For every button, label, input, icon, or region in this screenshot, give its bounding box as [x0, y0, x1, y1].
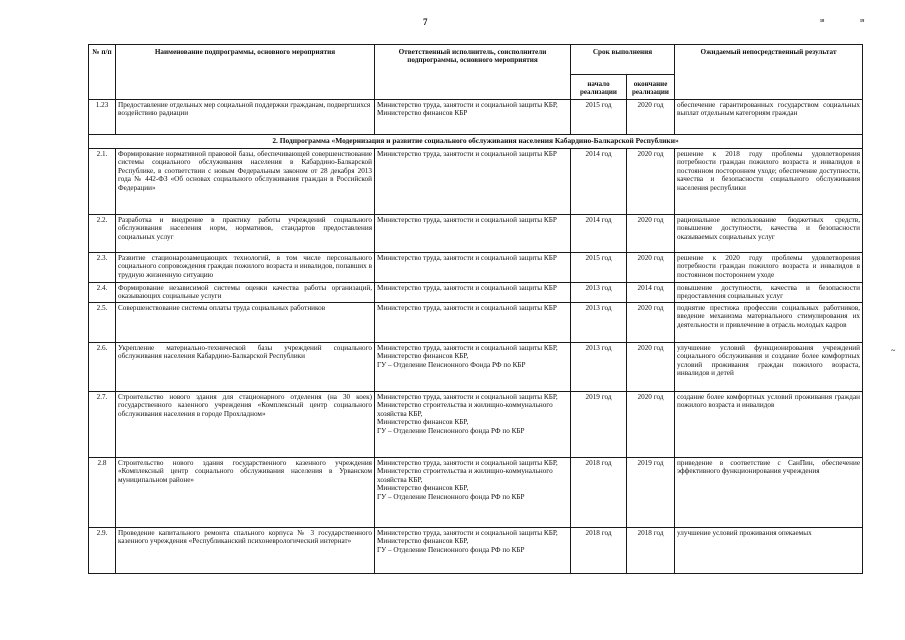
executor-line: Министерство финансов КБР [377, 109, 468, 118]
header-name: Наименование подпрограммы, основного мероприятия [116, 45, 375, 100]
row-executor [375, 528, 571, 574]
row-executor [375, 458, 571, 528]
row-end: 2020 год [627, 392, 675, 458]
row-end: 2020 год [627, 215, 675, 253]
row-end: 2019 год [627, 458, 675, 528]
row-executor [375, 283, 571, 303]
executor-line: Министерство труда, занятости и социальной защиты КБР, [377, 101, 558, 109]
row-result: приведение в соответствие с СанПин, обеспечение эффективного функционирования учреждения [675, 458, 863, 528]
row-num: 2.8 [89, 458, 116, 528]
row-end: 2020 год [627, 149, 675, 215]
row-executor [375, 215, 571, 253]
row-start: 2015 год [571, 100, 627, 135]
executor-line: ГУ – Отделение Пенсионного Фонда РФ по КБР [377, 360, 526, 369]
executor-line: Министерство труда, занятости и социальной защиты КБР [377, 254, 557, 262]
executor-line: Министерство финансов КБР, [377, 537, 469, 546]
table-row [89, 215, 863, 253]
table-row [89, 528, 863, 574]
table-row [89, 283, 863, 303]
executor-line: Министерство финансов КБР, [377, 352, 469, 361]
executor-line: Министерство труда, занятости и социальной защиты КБР, [377, 529, 558, 537]
row-result: улучшение условий функционирования учреждений социального обслуживания и создание более комфортных условий проживания граждан пожилого возраста, инвалидов и детей [675, 343, 863, 392]
row-result: рациональное использование бюджетных средств, повышение доступности, качества и безопасности оказываемых социальных услуг [675, 215, 863, 253]
executor-line: Министерство строительства и жилищно-коммунального хозяйства КБР, [377, 467, 553, 484]
program-table [88, 44, 863, 574]
row-name: Строительство нового здания для стационарного отделения (на 30 коек) государственного казенного учреждения «Комплексный центр социального обслуживания населения в городе Прохладном» [116, 392, 375, 458]
row-start: 2019 год [571, 392, 627, 458]
section-title: 2. Подпрограмма «Модернизация и развитие социального обслуживания населения Кабардино-Балкарской Республики» [89, 135, 863, 149]
row-end: 2014 год [627, 283, 675, 303]
row-executor [375, 343, 571, 392]
header-start: начало реализации [571, 75, 627, 100]
row-result: создание более комфортных условий проживания граждан пожилого возраста и инвалидов [675, 392, 863, 458]
row-executor [375, 253, 571, 283]
row-name: Проведение капитального ремонта спального корпуса № 3 государственного казенного учреждения «Республиканский психоневрологический интернат» [116, 528, 375, 574]
row-result: решение к 2018 году проблемы удовлетворения потребности граждан пожилого возраста и инвалидов в постоянном постороннем уходе; обеспечение доступности, качества и безопасности социального обслуживания населения республики [675, 149, 863, 215]
row-num: 2.9. [89, 528, 116, 574]
table-row [89, 303, 863, 343]
header-executor: Ответственный исполнитель, соисполнители подпрограммы, основного мероприятия [375, 45, 571, 100]
row-num: 2.3. [89, 253, 116, 283]
row-name: Строительство нового здания государственного казенного учреждения «Комплексный центр социального обслуживания населения в Урванском муниципальном районе» [116, 458, 375, 528]
row-start: 2014 год [571, 149, 627, 215]
executor-line: Министерство труда, занятости и социальной защиты КБР [377, 284, 557, 292]
page-number: 7 [423, 17, 428, 27]
row-end: 2020 год [627, 343, 675, 392]
row-name: Формирование нормативной правовой базы, обеспечивающей совершенствование системы социального обслуживания населения в Кабардино-Балкарской Республике, в соответствии с новым Федеральным законом от 28 декабря 2013 года № 442-ФЗ «Об основах социального обслуживания граждан в Российской Федерации» [116, 149, 375, 215]
executor-line: Министерство финансов КБР, [377, 418, 469, 427]
row-executor [375, 149, 571, 215]
row-start: 2014 год [571, 215, 627, 253]
row-start: 2013 год [571, 303, 627, 343]
table-body [89, 100, 863, 574]
margin-mark: ~ [891, 346, 896, 355]
row-end: 2020 год [627, 303, 675, 343]
row-name: Предоставление отдельных мер социальной поддержки гражданам, подвергшихся воздействию радиации [116, 100, 375, 135]
row-executor [375, 303, 571, 343]
row-name: Укрепление материально-технической базы учреждений социального обслуживания населения Кабардино-Балкарской Республики [116, 343, 375, 392]
executor-line: Министерство труда, занятости и социальной защиты КБР, [377, 459, 558, 467]
row-end: 2020 год [627, 100, 675, 135]
row-start: 2015 год [571, 253, 627, 283]
row-name: Разработка и внедрение в практику работы учреждений социального обслуживания населения норм, нормативов, стандартов предоставления социальных услуг [116, 215, 375, 253]
executor-line: Министерство финансов КБР, [377, 484, 469, 493]
table-row [89, 149, 863, 215]
section-row [89, 135, 863, 149]
corner-mark-left: ¹⁸ [820, 18, 825, 26]
table-row [89, 253, 863, 283]
table-row [89, 343, 863, 392]
row-name: Формирование независимой системы оценки качества работы организаций, оказывающих социальные услуги [116, 283, 375, 303]
header-end: окончание реализации [627, 75, 675, 100]
row-executor [375, 392, 571, 458]
executor-line: Министерство труда, занятости и социальной защиты КБР, [377, 393, 558, 401]
executor-line: Министерство труда, занятости и социальной защиты КБР [377, 304, 557, 312]
row-result: улучшение условий проживания опекаемых [675, 528, 863, 574]
executor-line: ГУ – Отделение Пенсионного фонда РФ по КБР [377, 426, 525, 435]
row-num: 2.1. [89, 149, 116, 215]
executor-line: Министерство строительства и жилищно-коммунального хозяйства КБР, [377, 401, 553, 418]
executor-line: Министерство труда, занятости и социальной защиты КБР [377, 216, 557, 224]
row-name: Развитие стационарозамещающих технологий, в том числе персонального социального сопровождения граждан пожилого возраста и инвалидов, попавших в трудную жизненную ситуацию [116, 253, 375, 283]
row-name: Совершенствование системы оплаты труда социальных работников [116, 303, 375, 343]
row-num: 2.4. [89, 283, 116, 303]
row-num: 2.6. [89, 343, 116, 392]
header-result: Ожидаемый непосредственный результат [675, 45, 863, 100]
executor-line: Министерство труда, занятости и социальной защиты КБР [377, 150, 557, 158]
corner-mark-right: ¹⁹ [860, 18, 865, 26]
executor-line: ГУ – Отделение Пенсионного фонда РФ по КБР [377, 545, 525, 554]
row-num: 2.7. [89, 392, 116, 458]
row-num: 2.2. [89, 215, 116, 253]
row-result: решение к 2020 году проблемы удовлетворения потребности граждан пожилого возраста и инвалидов в постоянном постороннем уходе [675, 253, 863, 283]
table-row [89, 100, 863, 135]
row-end: 2018 год [627, 528, 675, 574]
executor-line: Министерство труда, занятости и социальной защиты КБР, [377, 344, 558, 352]
row-start: 2018 год [571, 458, 627, 528]
row-executor [375, 100, 571, 135]
row-start: 2013 год [571, 283, 627, 303]
executor-line: ГУ – Отделение Пенсионного фонда РФ по КБР [377, 492, 525, 501]
row-start: 2018 год [571, 528, 627, 574]
header-period: Срок выполнения [571, 45, 675, 75]
table-row [89, 458, 863, 528]
row-end: 2020 год [627, 253, 675, 283]
row-num: 1.23 [89, 100, 116, 135]
row-result: поднятие престижа профессии социальных работников, введение механизма материального стимулирования их деятельности и привлечение в отрасль молодых кадров [675, 303, 863, 343]
row-start: 2013 год [571, 343, 627, 392]
row-result: обеспечение гарантированных государством социальных выплат отдельным категориям граждан [675, 100, 863, 135]
row-result: повышение доступности, качества и безопасности предоставления социальных услуг [675, 283, 863, 303]
header-num: № п/п [89, 45, 116, 100]
table-row [89, 392, 863, 458]
row-num: 2.5. [89, 303, 116, 343]
